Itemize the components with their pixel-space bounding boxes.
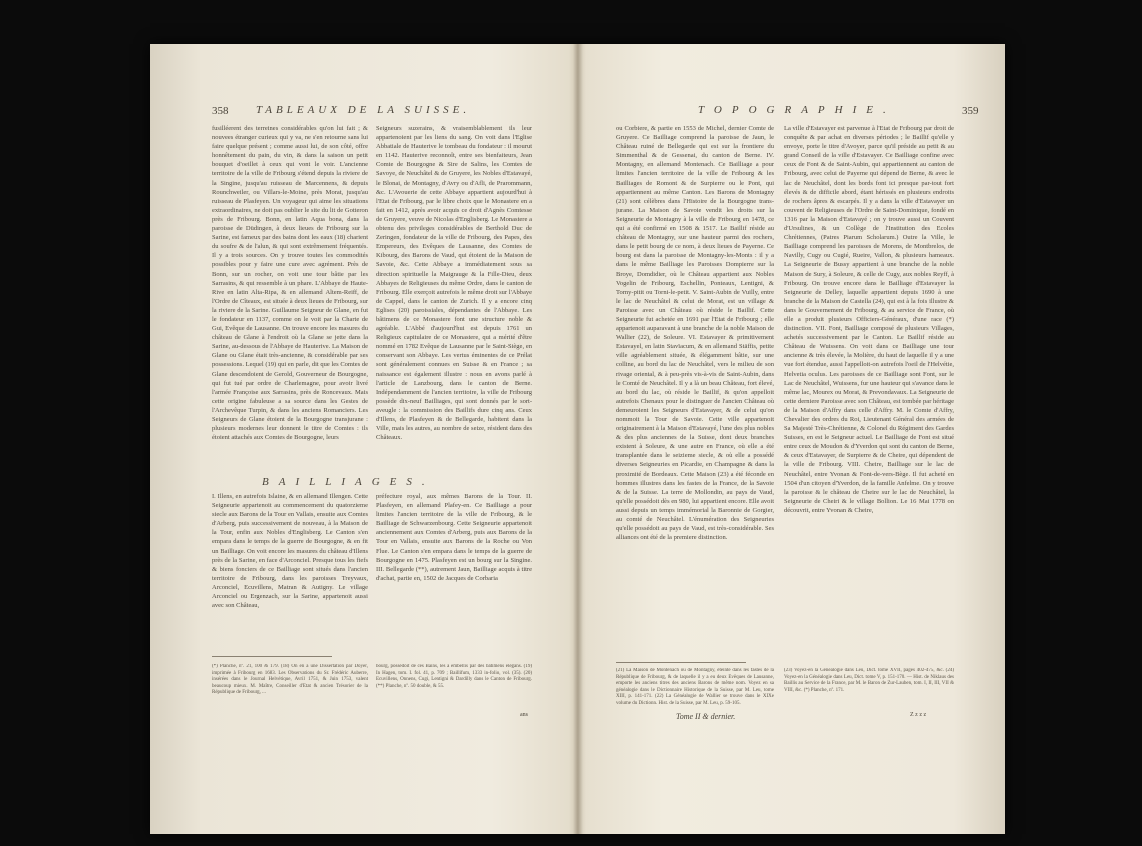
right-page [580,44,1005,834]
catchword-right: Z z z z [910,712,927,718]
text-column-right-1: ou Corbiere, & partie en 1553 de Michel, dernier Comte de Gruyere. Ce Bailliage comprend la paroisse de Jaun, le Château ruiné de Bellegarde qui est sur la frontiere du Simmenthal & de Gessenai, du canton de Berne. IV. Montagny, en allemand Montenach. Ce Bailliage a pour limites l'ancien territoire de la ville de Fribourg & les Bailliages de Romont & de Surpierre ou le Pont, qui appartiennent au même Canton. Les Barons de Montagny (21) sont célèbres dans l'Histoire de la Bourgogne trans-jurane. La Maison de Savoie vendit les droits sur la Seigneurie de Montagny à la ville de Fribourg en 1478, ce qui a été confirmé en 1508 & 1517. Le Baillif réside au château de Montagny, sur une hauteur parmi des rochers, dans le petit bourg de ce nom, à deux lieues de Payerne. Ce bourg est dans la paroisse de Montagny-les-Monts : il y a dans le même Bailliage les Paroisses Dompierre sur la Broye, Domdidier, où le Château appartient aux Nobles Vogelin de Fribourg, Eschellin, Ponteaux, Lentigni, & Torny-pitit ou Torni-le-petit. V. Saint-Aubin de Vuilly, entre le lac de Neuchâtel & celui de Morat, est un village & Paroisse avec un Château où réside le Baillif. Cette Seigneurie fut achetée en 1691 par l'Etat de Fribourg ; elle appartenoit auparavant à une branche de la noble Maison de Wallier (22), de Soleure. VI. Estavayer & primitivement Estavayel, en latin Stavïacum, & en allemand Stäffis, petite ville agréablement située, & élégamment bâtie, sur une colline, au bord du lac de Neuchâtel, vers le milieu de son rivage oriental, & à peu-près vis-à-vis de Saint-Aubin, dans le Comté de Neuchâtel. Il y a là un beau Château, fort élevé, au bord du lac, où réside le Baillif, & qu'on appelloit autrefois Chenaux pour le distinguer de l'ancien Château où demeuroient les Seigneurs d'Estavayer, & de celui qu'on nommoit la Tour de Savoie. Cette ville appartenoit originairement à la Maison d'Estavayé, l'une des plus nobles & des plus anciennes de la Suisse, dont deux branches existent à Soleure, & une autre en France, où elle a été transplantée dans le seizieme siecle, & où elle a possédé diverses Seigneuries en Picardie, en Champagne & dans la proximité de Bordeaux. Cette Maison (23) a été féconde en hommes illustres dans les fastes de la France, de la Savoie & de la Suisse. La terre de Mollondin, au pays de Vaud, qu'elle possédoit dès en 980, lui appartient encore. Elle avoit aussi depuis un temps immémorial la Baronnie de Gorgier, au comté de Neuchâtel. L'énumération des Seigneuries qu'elle possédoit au pays de Vaud, est très-considérable. Ses alliances ont été de la premiere distinction. [616,125,774,542]
text-column-right-2: La ville d'Estavayer est parvenue à l'Etat de Fribourg par droit de conquête & par achat en diverses périodes ; le Baillif qu'elle y envoye, porte le titre d'Avoyer, parce qu'il préside au petit & au grand Conseil de la ville d'Estavayer. Ce Bailliage confine avec ceux de Font & de Saint-Aubin, qui appartiennent au canton de Fribourg, avec celui de Payerne qui dépend de Berne, & avec le lac de Neuchâtel, dont les bords font ici presque par-tout fort élevés & de difficile abord, étant hérissés en plusieurs endroits de rochers âpres & escarpés. Il y a dans la ville d'Estavayer un couvent de Religieuses de l'Ordre de Saint-Dominique, fondé en 1316 par la Maison d'Estavayé ; on y trouve aussi un Couvent d'Ursulines, & un Collège de l'Institution des Ecoles Chrétiennes, (Patres Piarum Scholarum.) Outre la Ville, le Bailliage comprend les paroisses de Morens, de Montbrelos, de Navilly, Cugy ou Cugié, Rueire, Vallon, & plusieurs hameaux. La Seigneurie de Bussy appartient à une branche de la noble Maison de Sury, à Soleure, & celle de Cugy, aux nobles Reyff, à Fribourg. On trouve encore dans le Bailliage d'Estavayer la Seigneurie de Delley, laquelle appartient depuis 1690 à une branche de la Maison de Castella (24), qui est à la fois illustre & dans le Gouvernement de Fribourg, & au service de France, où elle a produit plusieurs Officiers-Généraux, d'une race (*) distinction. VII. Font, Bailliage composé de plusieurs Villages, achetés successivement par le Canton. Le Baillif réside au Château de Wuissens. On voit dans ce Bailliage une tour ancienne & très élevée, la Molière, du haut de laquelle il y a une vue fort étendue, aussi l'appelloit-on autrefois l'oeil de l'Helvétie, Helvetia oculus. Les paroisses de ce Bailliage sont Font, sur le Lac de Neuchâtel, Wuissens, fur une hauteur qui s'avance dans le même lac, Mourex ou Morat, & Prevondavaux. La Seigneurie de cette derniere Paroisse avec son Château, est tombée par héritage de la Maison d'Affry dans celle d'Affry. M. le Comte d'Affry, Chevalier des ordres du Roi, Lieutenant Général des armées de Sa Majesté Très-Chrétienne, & Colonel du Régiment des Gardes Suisses, en est le Seigneur actuel. Le Bailliage de Font est situé entre ceux de Moudon & d'Yverdon qui sont du canton de Berne, & ceux d'Estavayer, de Surpierre & de Cheire, qui dépendent de la ville de Fribourg. VIII. Cheire, Bailliage sur le lac de Neuchâtel, entre Yvonan & Font-de-vers-Bège. Il fut acheté en 1504 d'un citoyen d'Yverdon, de la famille Anfelme. On y trouve la paroisse & le château de Cheire sur le lac de Neuchâtel, la Seigneurie de Cheiri & le village Bollion. Le 16 Mai 1778 on découvrit, entre Yvonan & Cheire, [784,125,954,514]
page-number-left: 358 [212,105,229,117]
left-page [150,44,575,834]
footnote-rule-left [212,656,332,657]
open-book [150,44,1005,834]
signature-mark: Tome II & dernier. [676,712,736,721]
section-heading-bailliages: BAILLIAGES. [262,476,435,488]
footnotes-left-2: bourg, possédoit de ces Bains, les a embellis par des bâtimens élégans. (19) In Hagen, tom. I. fol. 41, p. 709 ; Baillifum, 1333 in-folio, vol. (35). (20) Ecuvillens, Onnens, Cugi, Lentigni & Dardilly dans le Canton de Fribourg. (**) Planche, nº. 50 double, & 55. [376,664,532,689]
page-number-right: 359 [962,105,979,117]
text-column-left-2: Seigneurs suzerains, & vraisemblablement ils leur appartenoient par les liens du sang. On voit dans l'Eglise Abbatiale de Hauterive le tombeau du fondateur : il mourut en 1142. Hauterive reconnoît, entre ses bienfaiteurs, Jean Comte de Bourgogne & Sire de Salins, les Comtes de Savoye, de Neuchâtel & de Gruyere, les Nobles d'Estavayé, le Blonai, de Montagny, d'Avry ou d'Afli, de Prarommann, &c. L'Avouerie de cette Abbaye appartient aujourd'hui à l'Etat de Fribourg, par le libre choix que le Monastere en a fait en 1412, après avoir acquis ce droit d'Agnès Comtesse de Gruyere, veuve de Nicolas d'Englisberg. Le Monastere a obtenu des privileges considérables de Berthold Duc de Zeringen, fondateur de la ville de Fribourg, des Papes, des Empereurs, des Evêques de Lausanne, des Comtes de Kibourg, des Barons de Vaud, qui étoient de la Maison de Savoie, &c. Cette Abbaye a immédiatement sous sa direction spirituelle la Maigrauge & la Fille-Dieu, deux Abbayes de Religieuses du même Ordre, dans le canton de Fribourg. Elle exerçoit autrefois le même droit sur l'Abbaye de Cappel, dans le canton de Zurich. Il y a encore cinq Eglises (20) paroissiales, dépendantes de l'Abbaye. Les bâtimens de ce Monastere font une structure noble & agréable. L'Abbé d'aujourd'hui est depuis 1761 un Religieux capitulaire de ce Monastere, qui a mérité d'être nommé en 1782 Evêque de Lausanne par le Saint-Siège, en conservant son Abbaye. Les vertus éminentes de ce Prélat sont généralement connues en Suisse & en France ; sa naissance est également illustre : nous en avons parlé à l'article de Lanzbourg, dans le canton de Berne. Indépendamment de l'ancien territoire, la ville de Fribourg possède dix-neuf Bailliages, qui sont donnés par le sort-aveugle : la commission des Baillifs dure cinq ans. Ceux d'Illens, de Plasfeyen & de Bellegarde, habitent dans la Ville, mais les autres, au nombre de seize, résident dans des Châteaux. [376,125,532,442]
text-column-left-1: fusilléerent des terreines considérables qu'on lui fait ; & nouvees étranger curieux qui y va, ne s'en retourne sans lui faire quelque présent ; comme aussi lui, de son côté, offre honnêtement du pain, du vin, & dans la saison un petit bouquet d'oeillet à ceux qui vont le voir. L'ancienne territoire de la ville de Fribourg s'étend depuis la riviere de la Singine, jusqu'au ruisseau de Marcennens, & depuis Rounchweiler, ou Villars-le-Moine, près Morat, jusqu'au ruisseau de Plasfeyen. Un voyageur qui aime les situations extraordinaires, ne doit pas oublier le site du lit de Gotteron près de Fribourg. Bonn, en latin Aqua bona, dans la paroisse de Düdingen, à deux lieues de Fribourg sur la Sarine, est fameux par des bains dont les eaux (18) charient du soufre & de l'alun, & qui sont extrêmement fréquentés. Il y a trois sources. On y trouve toutes les commodités possibles pour y faire une cure avec agrément. Près de Bonn, sur un rocher, on voit une tour bâtie par les Sarrasins, & qui ressemble à un phare. L'Abbaye de Haute-Rive en latin Alta-Ripa, & en allemand Altem-Reiff, de l'Ordre de Cîteaux, est située à deux lieues de Fribourg, sur la riviere de la Sarine. Guillaume Seigneur de Glane, en fut le fondateur en 1137, comme on le voit par la Charte de Gui, Evêque de Lausanne. On trouve encore les masures du château de Glane à l'endroit où la Glane se jette dans la Sarine, au-dessous de l'Abbaye de Hauterive. La Maison de Glane ou Glane était très-ancienne, & considérable par ses possessions. Lequel (19) qui en parle, dit que les Comtes de Glane descendoient de Gerold, Gouverneur de Bourgogne, qui fut tué par ordre de Charlemagne, pour avoir livré l'armée Françoise aux Sarrasins, près de Roncevaux. Mais cette origine fabuleuse a sa source dans les Gestes de l'Archevêque Turpin, & dans les anciens Romanciers. Les Seigneurs de Glane étoient de la Bourgogne transjurane : plusieurs modernes leur donnent le titre de Comtes : ils étoient attachés aux Comtes de Bourgogne, leurs [212,125,368,442]
running-head-left: TABLEAUX DE LA SUISSE. [256,104,471,116]
text-column-left-3: I. Illens, en autrefois Islaine, & en allemand Illengen. Cette Seigneurie appartenoit au commencement du quatorzieme siecle aux Barons de la Tour en Vallais, ensuite aux Comtes d'Arberg, puis successivement de nouveau, à la Maison de la Tour, enfin aux Nobles d'Englisberg. Le Canton s'en empara dans le temps de la guerre de Bourgogne, & en fit un Bailliage. On voit encore les masures du château d'Illens près de la Sarine, en face d'Arconciel. Presque tous les fiefs & biens fonciers de ce Bailliage sont situés dans l'ancien territoire de Fribourg, dans les paroisses Treyvaux, Arconciel, Ecuvillens, Matran & Autigny. Le village Arconciel ou Ergenzach, sur la Sarine, appartenoit aussi avec son Château, [212,493,368,610]
text-column-left-4: préfecture royal, aux mêmes Barons de la Tour. II. Plasfeyen, en allemand Plafey-en. Ce Bailliage a pour limites l'ancien territoire de la ville de Fribourg, & le Bailliage de Schwarzenbourg. Cette Seigneurie appartenoit anciennement aux Comtes d'Arberg, puis aux Barons de la Tour en Vallais, ensuite aux Barons de la Roche ou Von Flue. Le Canton s'en empara dans le temps de la guerre de Bourgogne en 1475. Plasfeyen est un bourg sur la Singine. III. Bellegarde (**), autrement Jaun, Bailliage acquis à titre d'achat, partie en, 1502 de Jacques de Corbaria [376,493,532,582]
footnotes-left-1: (*) Planche, nº. 21, 100 & 179. (18) On en a une Dissertation par Doyer, imprimée à Fribourg en 1683. Les Observations du Sr. Frédéric Auberre, insérées dans le Journal Helvétique, Avril 1751, & Juin 1753, valent beaucoup mieux. M. Maître, Conseiller d'Etat & ancien Trésorier de la République de Fribourg, ... [212,664,368,696]
footnotes-right-1: (21) La Maison de Montenach ou de Montagny, éteinte dans les fastes de la République de Fribourg, & de laquelle il y a eu deux Evêques de Lausanne, emporte les anciens titres des anciens Barons de même nom. Voyez en sa généalogie dans le Dictionnaire Historique de la Suisse, par M. Leu, tome XIII, p. 141-171. (22) La Généalogie de Wallier se trouve dans le XIXe volume du Dictionn. Hist. de la Suisse, par M. Leu, p. 59-105. [616,668,774,706]
footnote-rule-right [616,662,746,663]
catchword-left: ans [520,712,528,718]
running-head-right: TOPOGRAPHIE. [698,104,896,116]
footnotes-right-2: (23) Voyez-en la Généalogie dans Leu, Dict. tome XVII, pages 402-475, &c. (24) Voyez-en la Généalogie dans Leu, Dict. tome V, p. 151-170. — Hist. de Niklaus des Baillis au Service de la France, par M. le Baron de Zur-Lauben, tom. I, II, III, VII & VIII, &c. (*) Planche, nº. 171. [784,668,954,693]
